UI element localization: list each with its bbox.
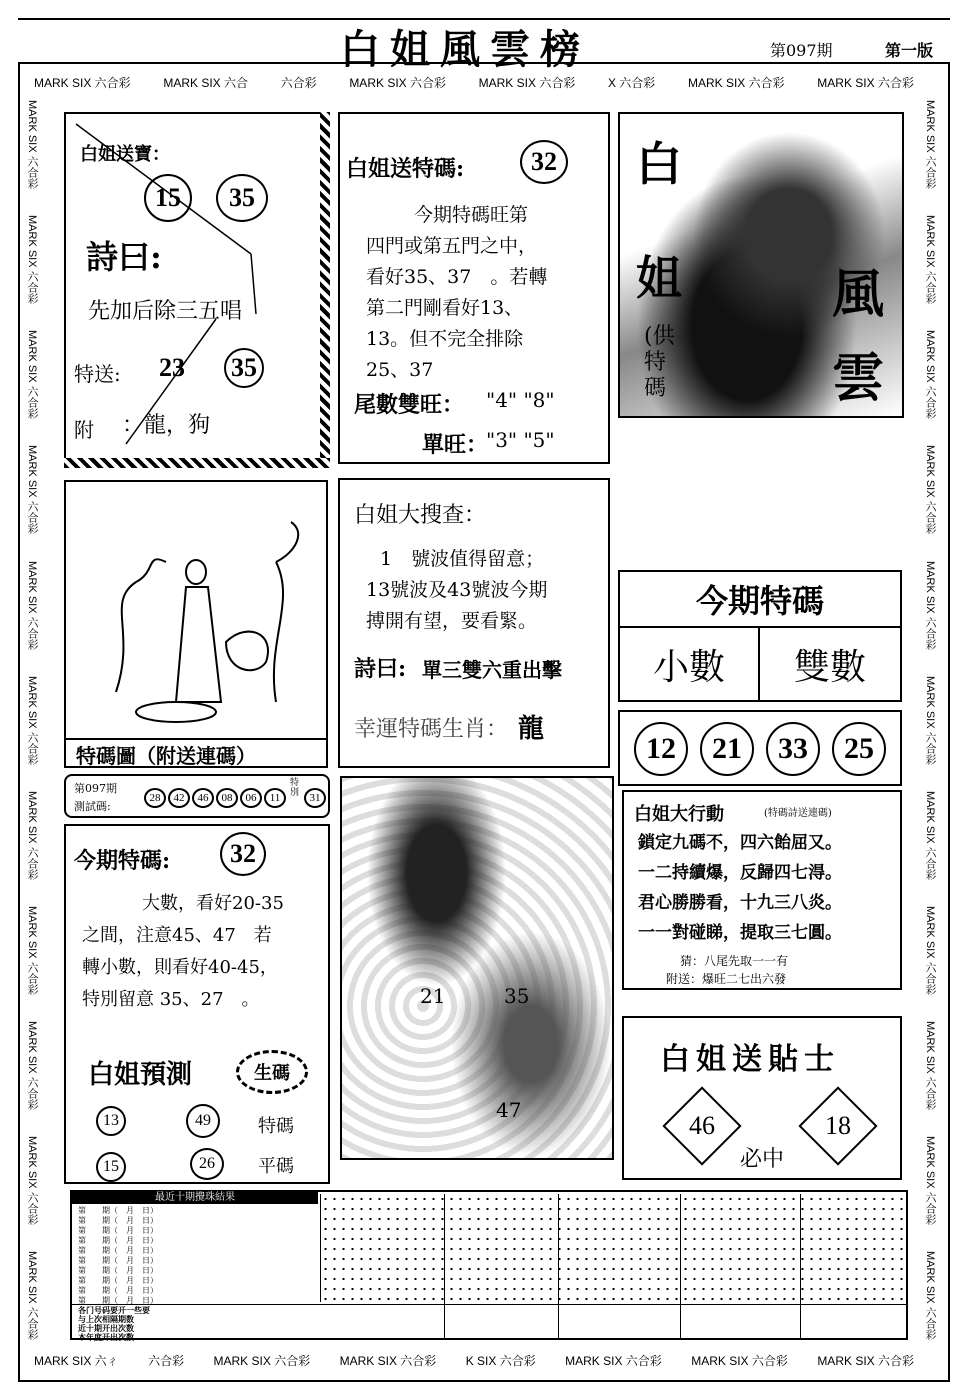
photo-number: 35	[504, 984, 530, 1008]
result-row: 第 期（ 月 日）	[78, 1286, 158, 1295]
text-line: 看好35、37 。若轉	[366, 266, 548, 288]
strip-label: MARK SIX 六合	[163, 76, 249, 90]
strip-label: MARK SIX 六合彩	[34, 76, 131, 90]
result-row: 第 期（ 月 日）	[78, 1226, 158, 1235]
strip-label: 六合彩	[280, 76, 317, 90]
photo-number: 21	[420, 984, 446, 1008]
tips-box	[622, 1016, 902, 1180]
figure-illustration	[76, 492, 320, 732]
special-heading: 白姐送特碼:	[346, 156, 465, 182]
text-line: 一二持續爆，反歸四七淂。	[638, 863, 842, 883]
text-line: 轉小數，則看好40-45，	[82, 957, 278, 978]
results-table	[70, 1190, 908, 1340]
issue-number: 第097期	[770, 41, 833, 60]
special-code-box	[338, 112, 610, 464]
tip-number: 18	[825, 1111, 851, 1140]
photo-number: 47	[496, 1098, 522, 1122]
lucky-zodiac: 龍	[518, 714, 545, 744]
grid-divider	[558, 1194, 559, 1340]
results-footer	[78, 1306, 150, 1342]
text-line: 第二門剛看好13、	[366, 297, 524, 319]
search-box	[338, 478, 610, 768]
number-ball: 13	[96, 1106, 126, 1136]
action-lines	[638, 828, 842, 948]
result-row: 第 期（ 月 日）	[78, 1216, 158, 1225]
action-heading: 白姐大行動	[634, 804, 724, 825]
left-strip	[24, 100, 40, 1340]
strip-label: 六合彩	[148, 1354, 185, 1368]
side-strip-label: MARK SIX 六合彩	[924, 1251, 936, 1340]
number-ball: 25	[832, 722, 886, 776]
test-ball: 28	[144, 788, 166, 808]
bottom-strip	[34, 1352, 914, 1369]
result-row: 第 期（ 月 日）	[78, 1246, 158, 1255]
diagonal-lines	[66, 114, 326, 464]
side-strip-label: MARK SIX 六合彩	[26, 560, 38, 650]
number-ball: 32	[520, 140, 568, 184]
result-row: 第 期（ 月 日）	[78, 1296, 158, 1305]
gift-heading: 白姐送寶：	[80, 144, 170, 165]
illustration-caption: 特碼圖（附送連碼）	[76, 744, 256, 768]
side-strip-label: MARK SIX 六合彩	[924, 560, 936, 650]
side-strip-label: MARK SIX 六合彩	[26, 675, 38, 765]
text-line: 今期特碼旺第	[414, 204, 529, 226]
test-code-bar	[64, 774, 330, 818]
side-strip-label: MARK SIX 六合彩	[924, 905, 936, 995]
number-ball: 49	[186, 1104, 220, 1138]
picks-box	[618, 710, 902, 786]
grid-divider	[444, 1194, 445, 1340]
current-special-box	[618, 570, 902, 702]
test-ball: 11	[264, 788, 286, 808]
poem-text: 先加后除三五唱	[88, 299, 243, 324]
side-strip-label: MARK SIX 六合彩	[26, 330, 38, 419]
text-line: 鎖定九碼不，四六飴屈又。	[638, 833, 842, 853]
test-ball: 46	[192, 788, 214, 808]
side-strip-label: MARK SIX 六合彩	[26, 1021, 38, 1110]
parity-pick: 雙數	[793, 646, 866, 688]
tip-number: 46	[689, 1111, 715, 1140]
strip-label: MARK SIX 六合彩	[339, 1354, 437, 1368]
side-strip-label: MARK SIX 六合彩	[26, 215, 38, 304]
test-ball: 42	[168, 788, 190, 808]
side-strip-label: MARK SIX 六合彩	[924, 1021, 936, 1110]
side-strip-label: MARK SIX 六合彩	[924, 790, 936, 880]
number-ball: 33	[766, 722, 820, 776]
illustration-box	[64, 480, 328, 768]
attach-label: 附	[74, 418, 94, 442]
side-strip-label: MARK SIX 六合彩	[26, 1251, 38, 1340]
strip-label: MARK SIX 六合彩	[817, 76, 914, 90]
side-strip-label: MARK SIX 六合彩	[26, 905, 38, 995]
test-issue: 第097期	[74, 782, 117, 795]
text-line: 之間，注意45、47 若	[82, 925, 272, 946]
search-heading: 白姐大搜查：	[354, 503, 487, 528]
test-ball: 31	[304, 788, 326, 808]
lucky-label: 幸運特碼生肖：	[354, 717, 509, 742]
number-ball: 15	[144, 174, 192, 222]
footer-row: 近十期开出次数	[78, 1323, 134, 1333]
strip-label: MARK SIX 六合彩	[817, 1354, 914, 1368]
side-strip-label: MARK SIX 六合彩	[924, 100, 936, 189]
text-line: 搏開有望，要看緊。	[366, 610, 538, 632]
test-ball: 06	[240, 788, 262, 808]
action-subheading: (特碼詩送連碼)	[764, 808, 832, 819]
right-strip	[922, 100, 938, 1340]
side-strip-label: MARK SIX 六合彩	[924, 215, 936, 304]
result-row: 第 期（ 月 日）	[78, 1256, 158, 1265]
footer-row: 本年度开出次数	[78, 1332, 134, 1342]
strip-label: MARK SIX 六合彩	[565, 1354, 662, 1368]
banner-note: (供特碼	[644, 324, 675, 401]
strip-label: MARK SIX 六ㄔ	[34, 1354, 119, 1368]
number-ball: 21	[700, 722, 754, 776]
top-strip	[34, 74, 914, 91]
strip-label: MARK SIX 六合彩	[691, 1354, 788, 1368]
grid-divider	[800, 1194, 801, 1340]
text-line: 13。但不完全排除	[366, 328, 524, 350]
number-ball: 15	[96, 1152, 126, 1182]
prediction-heading: 今期特碼:	[74, 848, 171, 874]
footer-row: 各门号码要开一些要	[78, 1305, 150, 1315]
forecast-label: 白姐預測	[88, 1060, 193, 1090]
gift-box	[64, 112, 330, 468]
test-special-label: 特別	[290, 778, 300, 798]
result-row: 第 期（ 月 日）	[78, 1266, 158, 1275]
side-strip-label: MARK SIX 六合彩	[26, 790, 38, 880]
strip-label: MARK SIX 六合彩	[213, 1354, 311, 1368]
special-description	[366, 200, 610, 386]
search-description	[366, 544, 547, 637]
text-line: 四門或第五門之中，	[366, 235, 538, 257]
prediction-description	[82, 888, 284, 1016]
forecast-tag: 生碼	[236, 1050, 308, 1094]
text-line: 一一對碰睇，提取三七圓。	[638, 923, 842, 943]
strip-label: MARK SIX 六合彩	[687, 76, 785, 90]
number-ball: 23	[152, 348, 192, 388]
single-values: "3" "5"	[486, 428, 555, 452]
number-ball: 35	[224, 348, 264, 388]
footer-row: 与上次相隔期数	[78, 1314, 134, 1324]
results-dot-grid	[320, 1194, 904, 1302]
text-line: 君心勝勝看，十九三八炎。	[638, 893, 842, 913]
strip-label: X 六合彩	[607, 76, 656, 90]
text-line: 特別留意 35、27 。	[82, 989, 260, 1010]
poem-label: 詩曰:	[86, 238, 162, 276]
banner-char: 風	[832, 264, 885, 325]
banner-char: 姐	[636, 251, 682, 305]
size-pick: 小數	[620, 628, 760, 700]
text-line: 25、37	[366, 359, 434, 381]
banner-photo-box	[618, 112, 904, 418]
page-title: 白姐風雲榜	[340, 26, 590, 73]
results-rows	[78, 1206, 158, 1306]
results-title: 最近十期攪珠結果	[72, 1192, 318, 1204]
tips-heading: 白姐送貼士	[660, 1042, 840, 1077]
side-strip-label: MARK SIX 六合彩	[26, 100, 38, 189]
edition-label: 第一版	[885, 41, 934, 60]
number-ball: 26	[190, 1148, 224, 1180]
special-label: 特送:	[74, 362, 121, 386]
action-box	[622, 790, 902, 990]
tail-label: 尾數雙旺：	[354, 392, 465, 418]
number-ball: 12	[634, 722, 688, 776]
results-divider	[72, 1304, 906, 1305]
search-poem: 單三雙六重出擊	[422, 658, 562, 682]
result-row: 第 期（ 月 日）	[78, 1206, 158, 1215]
special-row-label: 特碼	[258, 1116, 294, 1137]
result-row: 第 期（ 月 日）	[78, 1236, 158, 1245]
side-strip-label: MARK SIX 六合彩	[26, 445, 38, 534]
guess-line: 猜：八尾先取一一有	[680, 954, 789, 968]
bonus-line: 附送：爆旺二七出六發	[666, 972, 787, 986]
side-strip-label: MARK SIX 六合彩	[924, 330, 936, 419]
tail-values: "4" "8"	[486, 388, 555, 412]
side-strip-label: MARK SIX 六合彩	[924, 675, 936, 765]
result-row: 第 期（ 月 日）	[78, 1276, 158, 1285]
test-ball: 08	[216, 788, 238, 808]
prediction-box	[64, 824, 330, 1184]
strip-label: K SIX 六合彩	[465, 1354, 536, 1368]
text-line: 大數，看好20-35	[142, 893, 284, 914]
number-ball: 32	[220, 832, 266, 876]
attach-text: ：龍，狗	[122, 413, 211, 438]
number-ball: 35	[216, 174, 268, 222]
current-special-heading: 今期特碼	[620, 572, 900, 628]
side-strip-label: MARK SIX 六合彩	[924, 1136, 936, 1225]
search-poem-label: 詩曰:	[354, 656, 407, 682]
sure-win-mark: 必中	[740, 1147, 785, 1172]
normal-row-label: 平碼	[258, 1156, 294, 1177]
text-line: 13號波及43號波今期	[366, 579, 548, 601]
strip-label: MARK SIX 六合彩	[478, 76, 576, 90]
text-line: 1 號波值得留意；	[380, 548, 545, 570]
strip-label: MARK SIX 六合彩	[349, 76, 446, 90]
side-strip-label: MARK SIX 六合彩	[924, 445, 936, 534]
side-strip-label: MARK SIX 六合彩	[26, 1136, 38, 1225]
photo-box	[340, 776, 614, 1160]
grid-divider	[680, 1194, 681, 1340]
single-label: 單旺：	[422, 432, 489, 458]
test-label: 測試碼:	[74, 800, 111, 813]
banner-char: 雲	[832, 348, 885, 409]
banner-char: 白	[636, 137, 682, 191]
